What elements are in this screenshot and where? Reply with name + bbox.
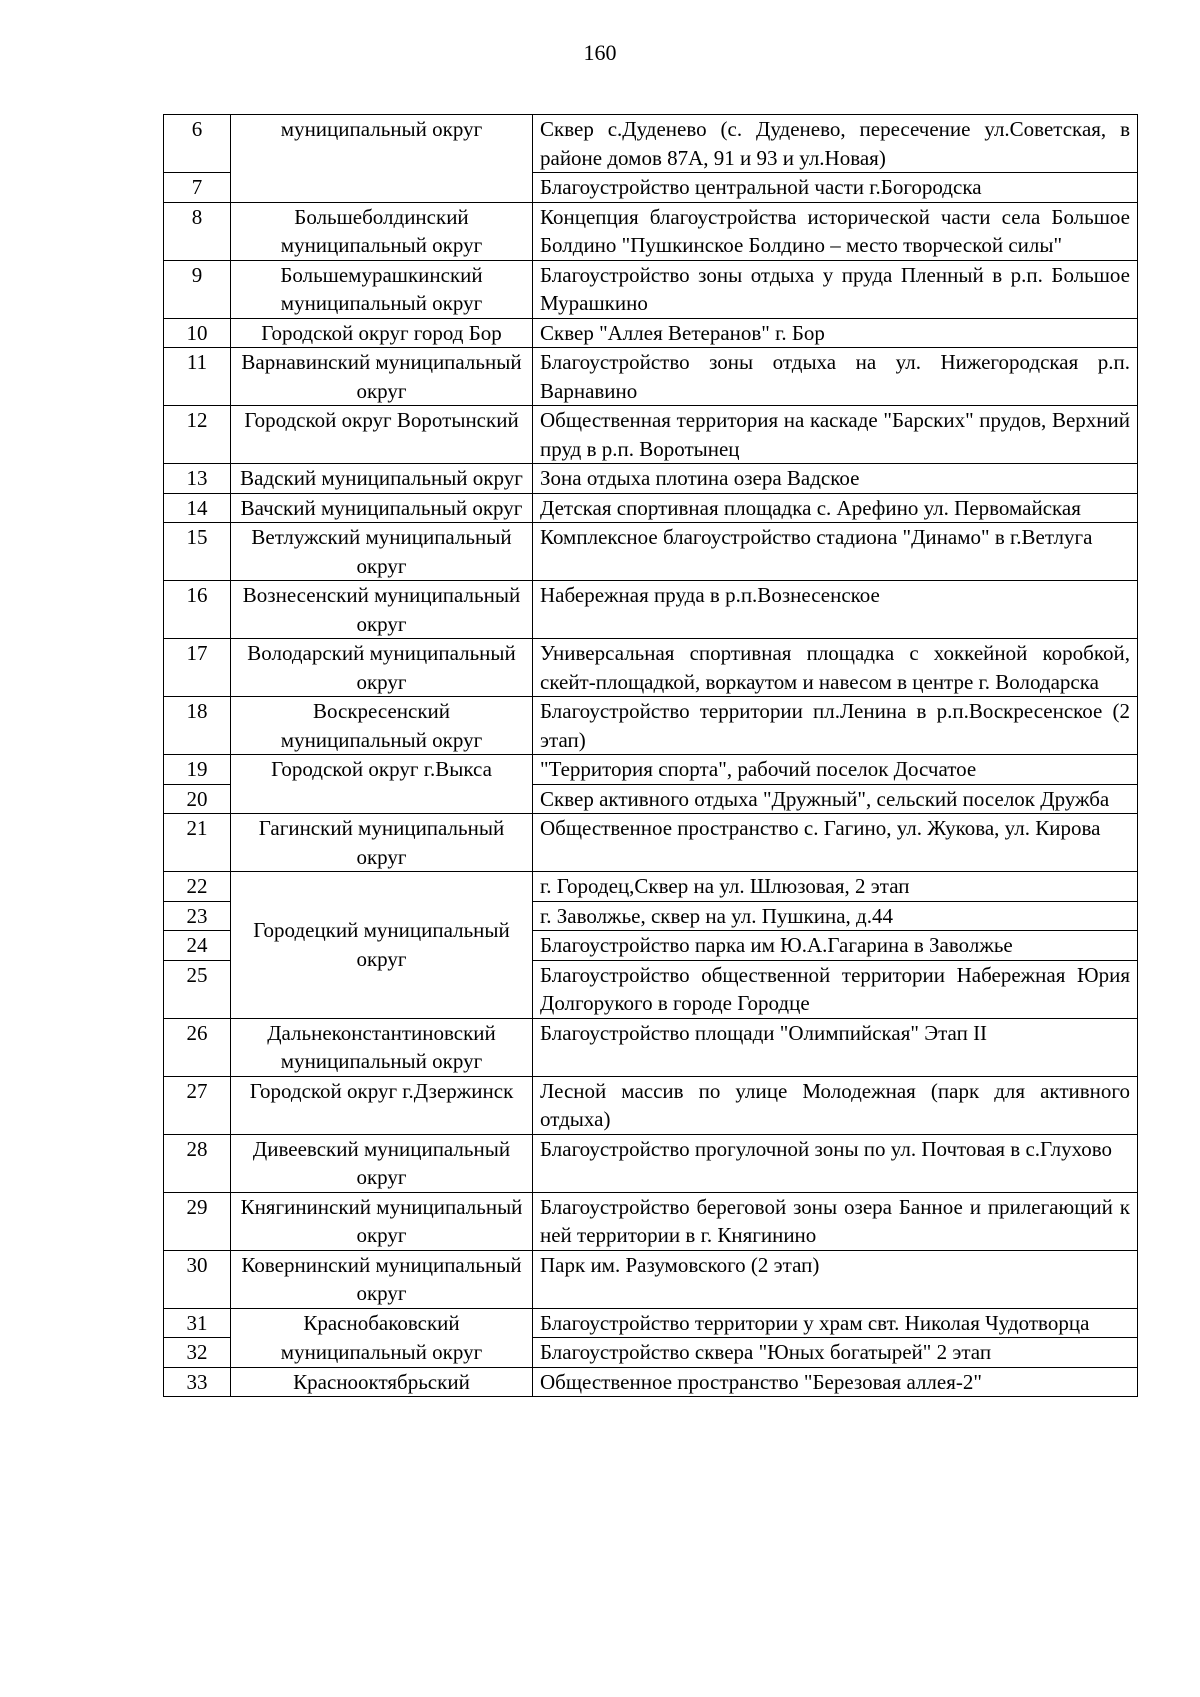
district-name: Городской округ Воротынский	[231, 406, 533, 464]
projects-table	[163, 114, 1138, 1397]
project-name: Благоустройство прогулочной зоны по ул. Почтовая в с.Глухово	[533, 1134, 1138, 1192]
project-name: Общественная территория на каскаде "Барских" прудов, Верхний пруд в р.п. Воротынец	[533, 406, 1138, 464]
project-name: Благоустройство зоны отдыха у пруда Пленный в р.п. Большое Мурашкино	[533, 260, 1138, 318]
project-name: Общественное пространство с. Гагино, ул. Жукова, ул. Кирова	[533, 814, 1138, 872]
district-name: Городецкий муниципальный округ	[231, 872, 533, 1019]
table-row	[164, 115, 1138, 173]
project-name: Детская спортивная площадка с. Арефино ул. Первомайская	[533, 493, 1138, 523]
row-number: 30	[164, 1250, 231, 1308]
table-row	[164, 1192, 1138, 1250]
table-row	[164, 814, 1138, 872]
project-name: Благоустройство зоны отдыха на ул. Нижегородская р.п. Варнавино	[533, 348, 1138, 406]
row-number: 15	[164, 523, 231, 581]
district-name: муниципальный округ	[231, 115, 533, 203]
project-name: Комплексное благоустройство стадиона "Динамо" в г.Ветлуга	[533, 523, 1138, 581]
table-row	[164, 697, 1138, 755]
row-number: 27	[164, 1076, 231, 1134]
table-row	[164, 406, 1138, 464]
project-name: г. Заволжье, сквер на ул. Пушкина, д.44	[533, 901, 1138, 931]
district-name: Большемурашкинский муниципальный округ	[231, 260, 533, 318]
table-row	[164, 493, 1138, 523]
table-row	[164, 318, 1138, 348]
table-row	[164, 1308, 1138, 1338]
row-number: 10	[164, 318, 231, 348]
project-name: Зона отдыха плотина озера Вадское	[533, 464, 1138, 494]
row-number: 16	[164, 581, 231, 639]
row-number: 7	[164, 173, 231, 203]
project-name: Сквер с.Дуденево (с. Дуденево, пересечение ул.Советская, в районе домов 87А, 91 и 93 и ул.Новая)	[533, 115, 1138, 173]
row-number: 28	[164, 1134, 231, 1192]
table-row	[164, 348, 1138, 406]
row-number: 9	[164, 260, 231, 318]
project-name: Благоустройство общественной территории Набережная Юрия Долгорукого в городе Городце	[533, 960, 1138, 1018]
district-name: Краснооктябрьский	[231, 1367, 533, 1397]
page-number: 160	[583, 40, 617, 65]
project-name: Лесной массив по улице Молодежная (парк для активного отдыха)	[533, 1076, 1138, 1134]
table-row	[164, 464, 1138, 494]
row-number: 29	[164, 1192, 231, 1250]
table-row	[164, 1018, 1138, 1076]
district-name: Варнавинский муниципальный округ	[231, 348, 533, 406]
project-name: Благоустройство береговой зоны озера Банное и прилегающий к ней территории в г. Княгинино	[533, 1192, 1138, 1250]
project-name: Благоустройство центральной части г.Богородска	[533, 173, 1138, 203]
district-name: Вознесенский муниципальный округ	[231, 581, 533, 639]
district-name: Вадский муниципальный округ	[231, 464, 533, 494]
table-row	[164, 1134, 1138, 1192]
table-row	[164, 755, 1138, 785]
row-number: 13	[164, 464, 231, 494]
table-row	[164, 1076, 1138, 1134]
row-number: 19	[164, 755, 231, 785]
project-name: Сквер "Аллея Ветеранов" г. Бор	[533, 318, 1138, 348]
district-name: Ковернинский муниципальный округ	[231, 1250, 533, 1308]
row-number: 20	[164, 784, 231, 814]
row-number: 11	[164, 348, 231, 406]
table-row	[164, 523, 1138, 581]
project-name: Парк им. Разумовского (2 этап)	[533, 1250, 1138, 1308]
row-number: 26	[164, 1018, 231, 1076]
district-name: Ветлужский муниципальный округ	[231, 523, 533, 581]
district-name: Дальнеконстантиновский муниципальный округ	[231, 1018, 533, 1076]
row-number: 23	[164, 901, 231, 931]
project-name: Универсальная спортивная площадка с хоккейной коробкой, скейт-площадкой, воркаутом и навесом в центре г. Володарска	[533, 639, 1138, 697]
project-name: Благоустройство сквера "Юных богатырей" 2 этап	[533, 1338, 1138, 1368]
row-number: 31	[164, 1308, 231, 1338]
row-number: 22	[164, 872, 231, 902]
row-number: 6	[164, 115, 231, 173]
project-name: "Территория спорта", рабочий поселок Досчатое	[533, 755, 1138, 785]
row-number: 21	[164, 814, 231, 872]
row-number: 25	[164, 960, 231, 1018]
row-number: 24	[164, 931, 231, 961]
table-row	[164, 872, 1138, 902]
project-name: Благоустройство территории у храм свт. Николая Чудотворца	[533, 1308, 1138, 1338]
row-number: 17	[164, 639, 231, 697]
table-row	[164, 1250, 1138, 1308]
district-name: Городской округ г.Дзержинск	[231, 1076, 533, 1134]
table-row	[164, 639, 1138, 697]
district-name: Краснобаковский муниципальный округ	[231, 1308, 533, 1367]
table-row	[164, 202, 1138, 260]
row-number: 14	[164, 493, 231, 523]
table-row	[164, 1367, 1138, 1397]
project-name: Благоустройство площади "Олимпийская" Этап II	[533, 1018, 1138, 1076]
project-name: Набережная пруда в р.п.Вознесенское	[533, 581, 1138, 639]
table-row	[164, 581, 1138, 639]
district-name: Володарский муниципальный округ	[231, 639, 533, 697]
table-row	[164, 260, 1138, 318]
project-name: Сквер активного отдыха "Дружный", сельский поселок Дружба	[533, 784, 1138, 814]
project-name: Общественное пространство "Березовая аллея-2"	[533, 1367, 1138, 1397]
row-number: 12	[164, 406, 231, 464]
district-name: Городской округ город Бор	[231, 318, 533, 348]
district-name: Вачский муниципальный округ	[231, 493, 533, 523]
district-name: Воскресенский муниципальный округ	[231, 697, 533, 755]
row-number: 33	[164, 1367, 231, 1397]
row-number: 32	[164, 1338, 231, 1368]
district-name: Дивеевский муниципальный округ	[231, 1134, 533, 1192]
project-name: Концепция благоустройства исторической части села Большое Болдино "Пушкинское Болдино – место творческой силы"	[533, 202, 1138, 260]
district-name: Княгининский муниципальный округ	[231, 1192, 533, 1250]
row-number: 18	[164, 697, 231, 755]
row-number: 8	[164, 202, 231, 260]
district-name: Гагинский муниципальный округ	[231, 814, 533, 872]
project-name: Благоустройство парка им Ю.А.Гагарина в Заволжье	[533, 931, 1138, 961]
table-body	[164, 115, 1138, 1397]
district-name: Городской округ г.Выкса	[231, 755, 533, 814]
project-name: г. Городец,Сквер на ул. Шлюзовая, 2 этап	[533, 872, 1138, 902]
district-name: Большеболдинский муниципальный округ	[231, 202, 533, 260]
project-name: Благоустройство территории пл.Ленина в р.п.Воскресенское (2 этап)	[533, 697, 1138, 755]
